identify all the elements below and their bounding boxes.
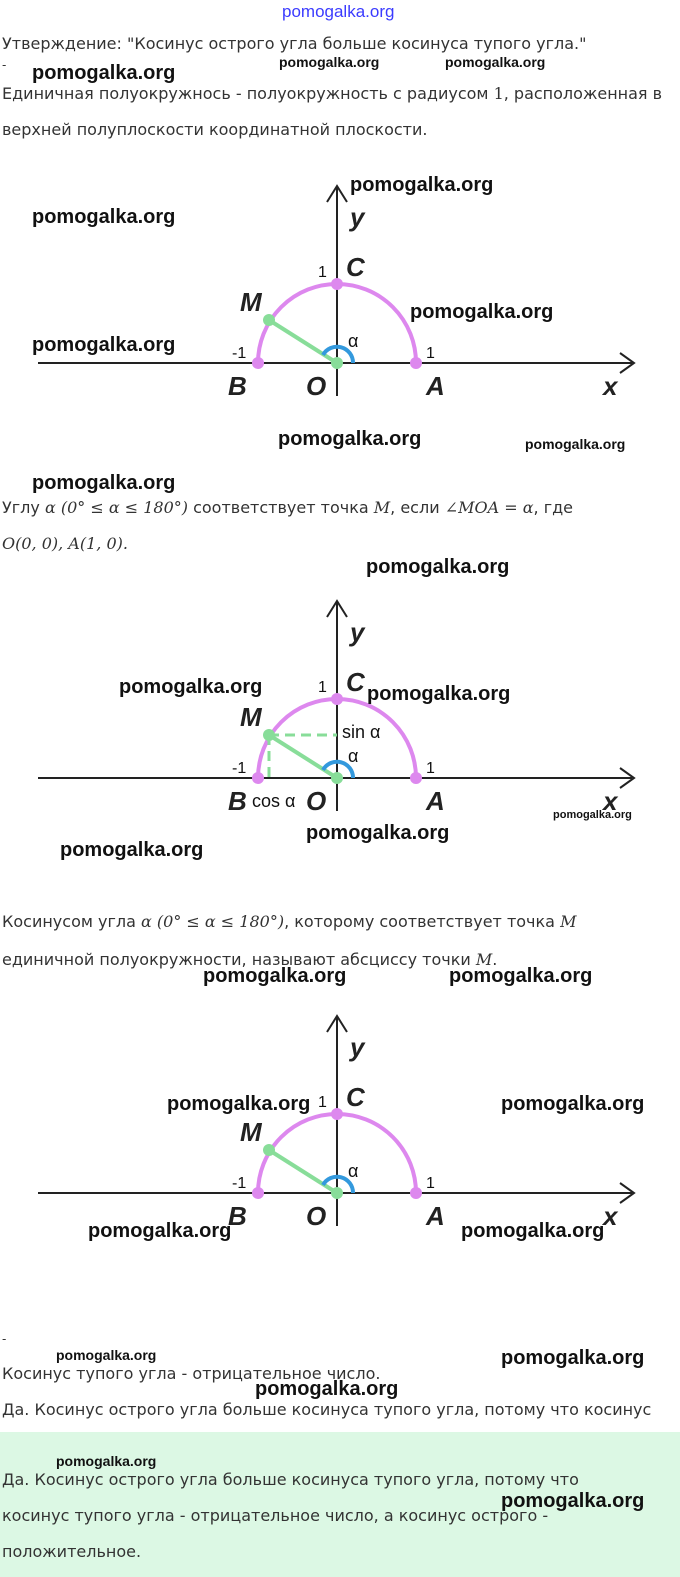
- angle-label: α: [348, 746, 359, 766]
- label-b: B: [228, 1201, 247, 1231]
- point-b: [252, 1187, 264, 1199]
- definition-text: , которому соответствует точка: [284, 912, 561, 931]
- definition-text: Косинусом угла: [2, 912, 142, 931]
- cos-alpha-label: cos α: [252, 791, 296, 811]
- radius-om: [269, 320, 337, 363]
- watermark: pomogalka.org: [56, 1347, 157, 1363]
- math-expression: α (0° ≤ α ≤ 180°): [44, 498, 188, 517]
- watermark: pomogalka.org: [461, 1220, 605, 1242]
- point-c: [331, 693, 343, 705]
- point-o: [331, 357, 343, 369]
- angle-definition-line2: O(0, 0), A(1, 0).: [2, 534, 128, 553]
- watermark: pomogalka.org: [445, 54, 546, 70]
- tick-label-1-right: 1: [426, 760, 435, 777]
- definition-text: .: [492, 950, 498, 969]
- math-expression: ∠MOA = α: [444, 498, 534, 517]
- definition-text: , если: [390, 498, 445, 517]
- watermark: pomogalka.org: [306, 822, 450, 844]
- label-b: B: [228, 786, 247, 816]
- tick-label-minus-1: -1: [232, 1175, 247, 1192]
- definition-text: , где: [533, 498, 574, 517]
- watermark: pomogalka.org: [56, 1453, 157, 1469]
- label-c: C: [346, 252, 365, 282]
- tick-label-1: 1: [318, 1094, 327, 1111]
- watermark: pomogalka.org: [525, 436, 626, 452]
- point-a: [410, 357, 422, 369]
- definition-text: , расположенная в: [503, 84, 663, 103]
- watermark: pomogalka.org: [32, 472, 176, 494]
- watermark: pomogalka.org: [278, 428, 422, 450]
- watermark: pomogalka.org: [88, 1220, 232, 1242]
- watermark: pomogalka.org: [367, 683, 511, 705]
- watermark: pomogalka.org: [366, 556, 510, 578]
- y-axis-label: y: [350, 1032, 365, 1062]
- header-watermark: pomogalka.org: [282, 2, 395, 21]
- watermark: pomogalka.org: [60, 839, 204, 861]
- watermark: pomogalka.org: [501, 1347, 645, 1369]
- label-o: O: [306, 1201, 327, 1231]
- watermark: pomogalka.org: [501, 1490, 645, 1512]
- point-m: [263, 314, 275, 326]
- watermark: pomogalka.org: [32, 62, 176, 84]
- watermark: pomogalka.org: [32, 334, 176, 356]
- answer-line3: положительное.: [2, 1542, 142, 1561]
- tick-label-minus-1: -1: [232, 760, 247, 777]
- watermark: pomogalka.org: [119, 676, 263, 698]
- x-axis-label: x: [603, 786, 618, 816]
- math-expression: M: [373, 498, 391, 517]
- label-a: A: [426, 1201, 445, 1231]
- definition-text: соответствует точка: [188, 498, 374, 517]
- point-a: [410, 1187, 422, 1199]
- label-m: M: [240, 287, 262, 317]
- point-b: [252, 772, 264, 784]
- semicircle-diagram-3: [0, 990, 680, 1250]
- point-c: [331, 278, 343, 290]
- semicircle-diagram-1: [0, 160, 680, 420]
- angle-label: α: [348, 331, 359, 351]
- radius-value: 1: [493, 84, 504, 103]
- watermark: pomogalka.org: [167, 1093, 311, 1115]
- tick-label-1: 1: [318, 679, 327, 696]
- definition-text: единичной полуокружности, называют абсциссу точки: [2, 950, 476, 969]
- label-c: C: [346, 1082, 365, 1112]
- watermark: pomogalka.org: [501, 1093, 645, 1115]
- label-b: B: [228, 371, 247, 401]
- math-expression: α (0° ≤ α ≤ 180°): [141, 912, 285, 931]
- semicircle-definition-line1: [2, 84, 662, 103]
- math-expression: M: [560, 912, 577, 931]
- point-b: [252, 357, 264, 369]
- label-a: A: [426, 786, 445, 816]
- point-o: [331, 772, 343, 784]
- y-axis-label: y: [350, 617, 365, 647]
- watermark: pomogalka.org: [255, 1378, 399, 1400]
- label-m: M: [240, 1117, 262, 1147]
- point-a: [410, 772, 422, 784]
- watermark: pomogalka.org: [449, 965, 593, 987]
- tick-label-minus-1: -1: [232, 345, 247, 362]
- semicircle-definition-line2: верхней полуплоскости координатной плоскости.: [2, 120, 428, 139]
- radius-om: [269, 1150, 337, 1193]
- label-a: A: [426, 371, 445, 401]
- point-o: [331, 1187, 343, 1199]
- conclusion-negative-cos: Косинус тупого угла - отрицательное число.: [2, 1364, 381, 1383]
- watermark: pomogalka.org: [410, 301, 554, 323]
- x-axis-label: x: [603, 1201, 618, 1231]
- radius-om: [269, 735, 337, 778]
- cos-definition-line1: [2, 912, 576, 931]
- math-expression: M: [475, 950, 493, 969]
- watermark: pomogalka.org: [32, 206, 176, 228]
- watermark: pomogalka.org: [279, 54, 380, 70]
- y-axis-label: y: [350, 202, 365, 232]
- definition-text: Углу: [2, 498, 45, 517]
- watermark: pomogalka.org: [553, 809, 632, 821]
- tick-label-1: 1: [318, 264, 327, 281]
- answer-line2: косинус тупого угла - отрицательное число, а косинус острого -: [2, 1506, 549, 1525]
- tick-label-1-right: 1: [426, 1175, 435, 1192]
- label-o: O: [306, 371, 327, 401]
- point-m: [263, 1144, 275, 1156]
- definition-text: Единичная полуокружнось - полуокружность с радиусом: [2, 84, 494, 103]
- angle-definition-line1: [2, 498, 573, 517]
- tick-label-1-right: 1: [426, 345, 435, 362]
- label-m: M: [240, 702, 262, 732]
- answer-line1: Да. Косинус острого угла больше косинуса тупого угла, потому что: [2, 1470, 579, 1489]
- statement-text: Утверждение: "Косинус острого угла больше косинуса тупого угла.": [2, 34, 587, 53]
- watermark: pomogalka.org: [350, 174, 494, 196]
- semicircle-diagram-2: [0, 575, 680, 835]
- stray-mark: -: [2, 58, 7, 72]
- label-c: C: [346, 667, 365, 697]
- label-o: O: [306, 786, 327, 816]
- sin-alpha-label: sin α: [342, 722, 381, 742]
- watermark: pomogalka.org: [203, 965, 347, 987]
- angle-label: α: [348, 1161, 359, 1181]
- conclusion-line1: Да. Косинус острого угла больше косинуса тупого угла, потому что косинус: [2, 1400, 652, 1419]
- point-c: [331, 1108, 343, 1120]
- point-m: [263, 729, 275, 741]
- x-axis-label: x: [603, 371, 618, 401]
- stray-mark: -: [2, 1332, 7, 1346]
